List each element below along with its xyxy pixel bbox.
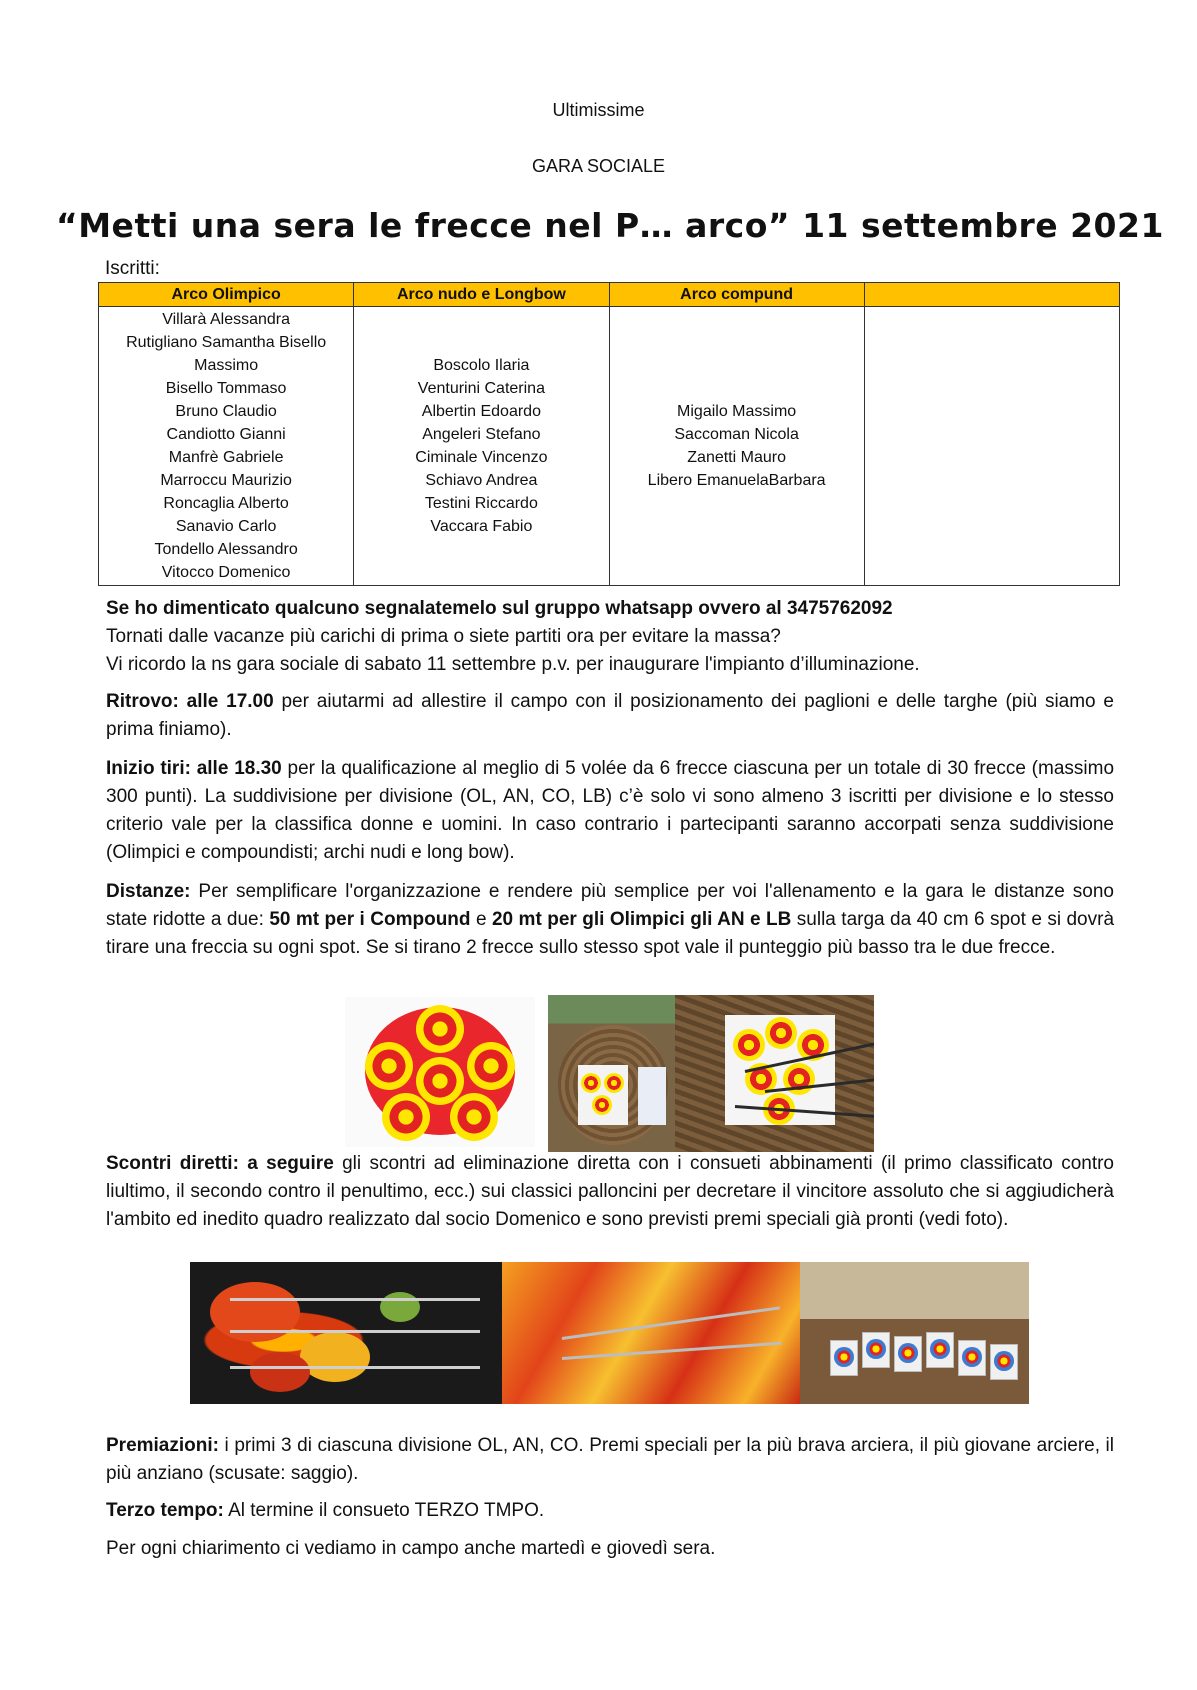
sub-title: GARA SOCIALE [531, 156, 666, 176]
list-item: Zanetti Mauro [687, 449, 786, 466]
scontri-paragraph [106, 1150, 1114, 1234]
list-item: Testini Riccardo [424, 495, 538, 512]
registrations-label: Iscritti: [105, 258, 160, 279]
arrow-shaft [230, 1330, 480, 1333]
pre-title: Ultimissime [552, 100, 645, 120]
terzo-tempo-paragraph [106, 1497, 1114, 1525]
list-item: Albertin Edoardo [421, 403, 541, 420]
target-face [578, 1065, 628, 1125]
scontri-text: gli scontri ad eliminazione diretta con i consueti abbinamenti (il primo classificato contro liultimo, il secondo contro il penultimo, ecc.) sui classici palloncini per decretare il vincitore assoluto che si aggiudicherà l'ambito ed inedito quadro realizzato dal socio Domenico e sono previsti premi speciali già pronti (vedi foto). [106, 1153, 1114, 1230]
target-spot [450, 1093, 498, 1141]
list-item: Libero EmanuelaBarbara [647, 472, 826, 489]
list-item: Roncaglia Alberto [163, 495, 289, 512]
table-header-row [99, 283, 1120, 307]
list-item: Bisello Tommaso [165, 380, 287, 397]
target-spot [467, 1042, 515, 1090]
arrow-shaft [562, 1306, 780, 1340]
nudo-longbow-names-cell [354, 307, 609, 586]
table-row [99, 307, 1120, 586]
prizes-photo [800, 1262, 1029, 1404]
target-photo-2 [675, 995, 874, 1152]
target-spot [416, 1005, 464, 1053]
prize-target [990, 1344, 1018, 1380]
distanze-text-3: sulla targa da 40 cm 6 spot e si dovrà tirare una freccia su ogni spot. Se si tirano 2 frecce sullo stesso spot vale il punteggio più basso tra le due frecce. [106, 909, 1115, 958]
ritrovo-text: per aiutarmi ad allestire il campo con il posizionamento dei paglioni e delle targhe (più siamo e prima finiamo). [106, 691, 1114, 740]
list-item: Rutigliano Samantha Bisello Massimo [126, 334, 327, 374]
list-item: Schiavo Andrea [425, 472, 538, 489]
paint-blob [210, 1282, 300, 1342]
distanze-paragraph [106, 878, 1114, 962]
target-spot [382, 1093, 430, 1141]
arrow-shaft [562, 1342, 782, 1360]
prize-target [926, 1332, 954, 1368]
paint-blob [250, 1352, 310, 1392]
closing-line: Per ogni chiarimento ci vediamo in campo anche martedì e giovedì sera. [106, 1538, 716, 1559]
list-item: Bruno Claudio [175, 403, 277, 420]
list-item: Marroccu Maurizio [160, 472, 292, 489]
column-header-compound: Arco compund [609, 283, 864, 307]
distanze-text-2: e [470, 909, 492, 930]
painting-photo-1 [190, 1262, 502, 1404]
empty-cell [864, 307, 1119, 586]
list-item: Candiotto Gianni [166, 426, 286, 443]
target-spot [416, 1057, 464, 1105]
list-item: Boscolo Ilaria [433, 357, 530, 374]
premi-paragraph [106, 1432, 1114, 1488]
intro-line-1: Tornati dalle vacanze più carichi di prima o siete partiti ora per evitare la massa? [106, 626, 781, 647]
forgotten-notice: Se ho dimenticato qualcuno segnalatemelo sul gruppo whatsapp ovvero al 3475762092 [106, 598, 893, 619]
list-item: Sanavio Carlo [175, 518, 277, 535]
list-item: Vitocco Domenico [161, 564, 291, 581]
paint-blob [380, 1292, 420, 1322]
event-title: “Metti una sera le frecce nel P… arco” 11 settembre 2021 [56, 206, 1164, 245]
list-item: Manfrè Gabriele [168, 449, 284, 466]
list-item: Venturini Caterina [417, 380, 545, 397]
target-spot [365, 1042, 413, 1090]
list-item: Villarà Alessandra [162, 311, 291, 328]
inizio-label: Inizio tiri: alle 18.30 [106, 758, 282, 779]
target-spot [733, 1029, 765, 1061]
olimpico-names-cell [99, 307, 354, 586]
target-spot [604, 1073, 624, 1093]
column-header-nudo-longbow: Arco nudo e Longbow [354, 283, 609, 307]
list-item: Saccoman Nicola [674, 426, 799, 443]
terzo-label: Terzo tempo: [106, 1500, 224, 1521]
inizio-paragraph [106, 755, 1114, 867]
prize-target [958, 1340, 986, 1376]
registrations-table [98, 282, 1120, 586]
prize-target [830, 1340, 858, 1376]
list-item: Vaccara Fabio [430, 518, 533, 535]
scontri-label: Scontri diretti: a seguire [106, 1153, 334, 1174]
list-item: Migailo Massimo [677, 403, 797, 420]
arrow-shaft [230, 1366, 480, 1369]
premi-text: i primi 3 di ciascuna divisione OL, AN, CO. Premi speciali per la più brava arciera, il più giovane arciere, il più anziano (scusate: saggio). [106, 1435, 1114, 1484]
target-face [638, 1067, 666, 1125]
terzo-text: Al termine il consueto TERZO TMPO. [223, 1500, 545, 1521]
target-spot [765, 1017, 797, 1049]
column-header-empty [864, 283, 1119, 307]
list-item: Angeleri Stefano [422, 426, 541, 443]
paint-blob [300, 1332, 370, 1382]
arrow-shaft [230, 1298, 480, 1301]
distanze-text-1: Per semplificare l'organizzazione e rendere più semplice per voi l'allenamento e la gara le distanze sono state ridotte a due: [106, 881, 1114, 930]
target-sheet-image [345, 997, 535, 1147]
distanze-olimpici: 20 mt per gli Olimpici gli AN e LB [491, 909, 792, 930]
list-item: Tondello Alessandro [154, 541, 298, 558]
inizio-text: per la qualificazione al meglio di 5 volée da 6 frecce ciascuna per un totale di 30 frecce (massimo 300 punti). La suddivisione per divisione (OL, AN, CO, LB) c’è solo vi sono almeno 3 iscritti per divisione e lo stesso criterio vale per la classifica donne e uomini. In caso contrario i partecipanti saranno accorpati senza suddivisione (Olimpici e compoundisti; archi nudi e long bow). [106, 758, 1115, 863]
distanze-compound: 50 mt per i Compound [269, 909, 471, 930]
column-header-olimpico: Arco Olimpico [99, 283, 354, 307]
list-item: Ciminale Vincenzo [415, 449, 548, 466]
ritrovo-label: Ritrovo: alle 17.00 [106, 691, 274, 712]
target-photo-1 [548, 995, 675, 1152]
painting-photo-2 [502, 1262, 800, 1404]
target-spot [581, 1073, 601, 1093]
prize-target [894, 1336, 922, 1372]
premi-label: Premiazioni: [106, 1435, 219, 1456]
ritrovo-paragraph [106, 688, 1114, 744]
compound-names-cell [609, 307, 864, 586]
intro-line-2: Vi ricordo la ns gara sociale di sabato 11 settembre p.v. per inaugurare l'impianto d’illuminazione. [106, 654, 920, 675]
distanze-label: Distanze: [106, 881, 191, 902]
prize-target [862, 1332, 890, 1368]
target-spot [592, 1095, 612, 1115]
